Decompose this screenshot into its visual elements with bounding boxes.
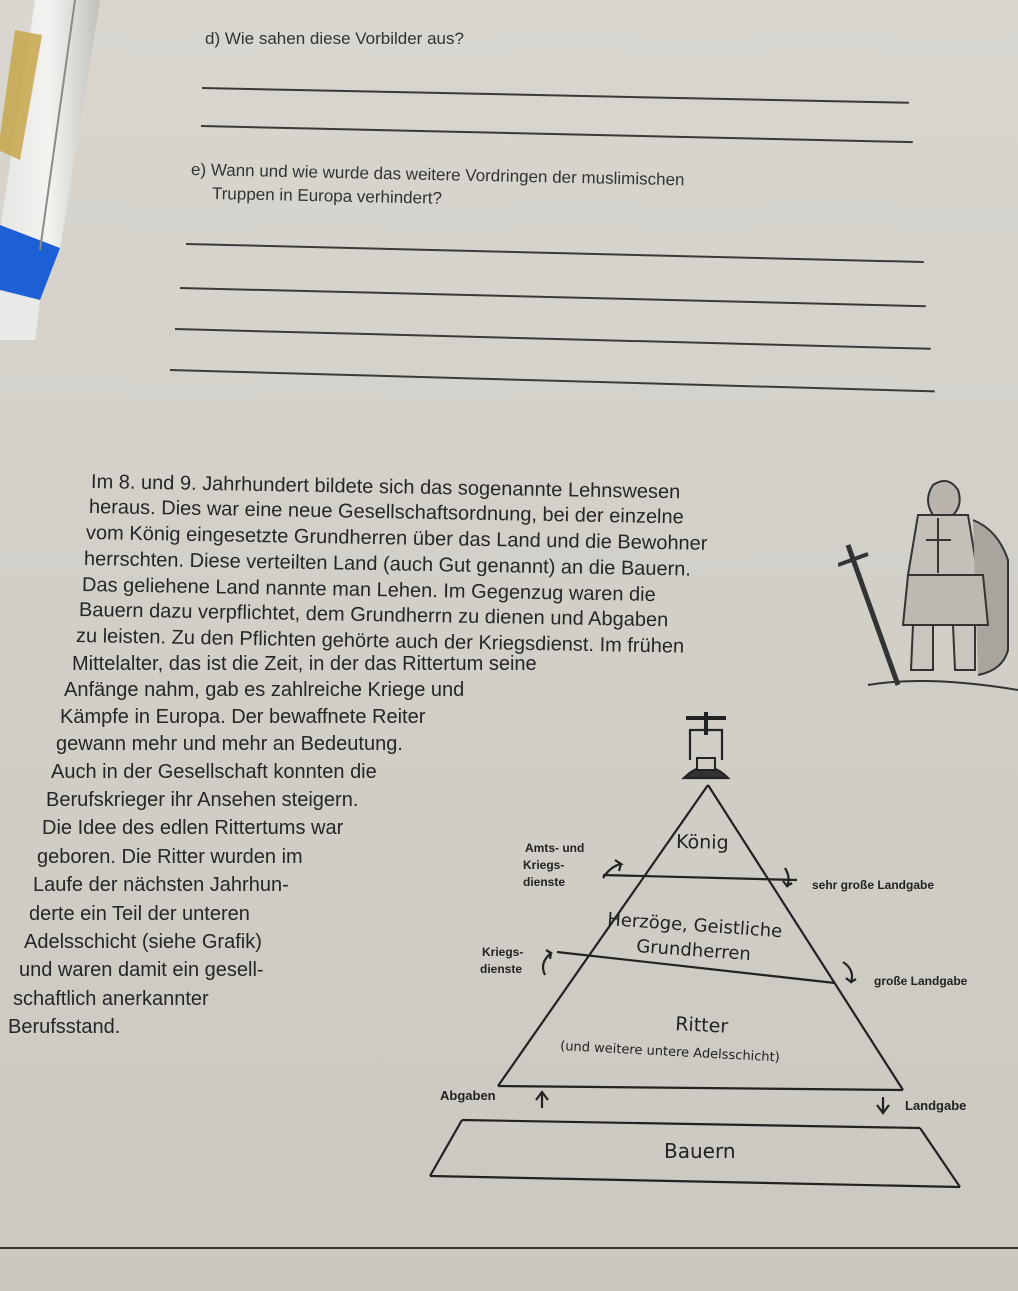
text-line-18: Adelsschicht (siehe Grafik) <box>24 931 262 953</box>
pyramid-amts-line3: dienste <box>523 875 566 889</box>
text-line-3: vom König eingesetzte Grundherren über das Land und die Bewohner <box>85 522 708 555</box>
text-line-6: Bauern dazu verpflichtet, dem Grundherrn zu dienen und Abgaben <box>78 599 669 632</box>
text-line-11: gewann mehr und mehr an Bedeutung. <box>56 733 403 755</box>
page-bottom-line <box>0 1247 1018 1249</box>
text-line-14: Die Idee des edlen Rittertums war <box>42 817 344 839</box>
text-line-20: schaftlich anerkannter <box>13 988 209 1010</box>
text-line-10: Kämpfe in Europa. Der bewaffnete Reiter <box>60 706 426 728</box>
question-e-line1: e) Wann und wie wurde das weitere Vordringen der muslimischen <box>190 160 685 190</box>
question-d: d) Wie sahen diese Vorbilder aus? <box>205 29 464 48</box>
text-line-17: derte ein Teil der unteren <box>29 903 250 925</box>
text-line-19: und waren damit ein gesell- <box>19 959 264 981</box>
text-line-21: Berufsstand. <box>8 1016 121 1038</box>
pyramid-koenig: König <box>675 831 729 854</box>
text-line-1: Im 8. und 9. Jahrhundert bildete sich das sogenannte Lehnswesen <box>90 471 681 504</box>
pyramid-amts-line2: Kriegs- <box>523 858 565 872</box>
pyramid-abgaben: Abgaben <box>440 1088 496 1103</box>
text-line-9: Anfänge nahm, gab es zahlreiche Kriege und <box>64 679 465 701</box>
pyramid-kriegs-line1: Kriegs- <box>482 945 524 959</box>
knight-illustration-icon <box>838 470 1018 695</box>
text-line-16: Laufe der nächsten Jahrhun- <box>33 874 289 896</box>
pen-icon <box>0 0 130 340</box>
text-line-15: geboren. Die Ritter wurden im <box>37 846 303 868</box>
pyramid-herzoege: Herzöge, Geistliche <box>606 909 783 943</box>
text-line-2: heraus. Dies war eine neue Gesellschaftsordnung, bei der einzelne <box>88 496 684 529</box>
text-line-5: Das geliehene Land nannte man Lehen. Im Gegenzug waren die <box>81 574 656 607</box>
pyramid-grundherren: Grundherren <box>635 936 752 965</box>
pyramid-ritter: Ritter <box>674 1013 729 1038</box>
pyramid-kriegs-line2: dienste <box>480 962 523 976</box>
text-line-4: herrschten. Diese verteilten Land (auch Gut genannt) an die Bauern. <box>83 548 692 581</box>
question-e-line2: Truppen in Europa verhindert? <box>211 184 443 208</box>
pyramid-amts-line1: Amts- und <box>525 841 585 855</box>
text-line-13: Berufskrieger ihr Ansehen steigern. <box>46 789 359 811</box>
text-line-12: Auch in der Gesellschaft konnten die <box>51 761 377 783</box>
pyramid-untere-adelsschicht: (und weitere untere Adelsschicht) <box>559 1039 781 1066</box>
text-line-7: zu leisten. Zu den Pflichten gehörte auch der Kriegsdienst. Im frühen <box>75 625 685 658</box>
pyramid-landgabe: Landgabe <box>905 1098 967 1113</box>
text-line-8: Mittelalter, das ist die Zeit, in der das Rittertum seine <box>72 653 537 675</box>
pyramid-sehr-grosse-landgabe: sehr große Landgabe <box>812 878 935 892</box>
pyramid-grosse-landgabe: große Landgabe <box>874 974 968 988</box>
pyramid-bauern: Bauern <box>664 1139 736 1163</box>
